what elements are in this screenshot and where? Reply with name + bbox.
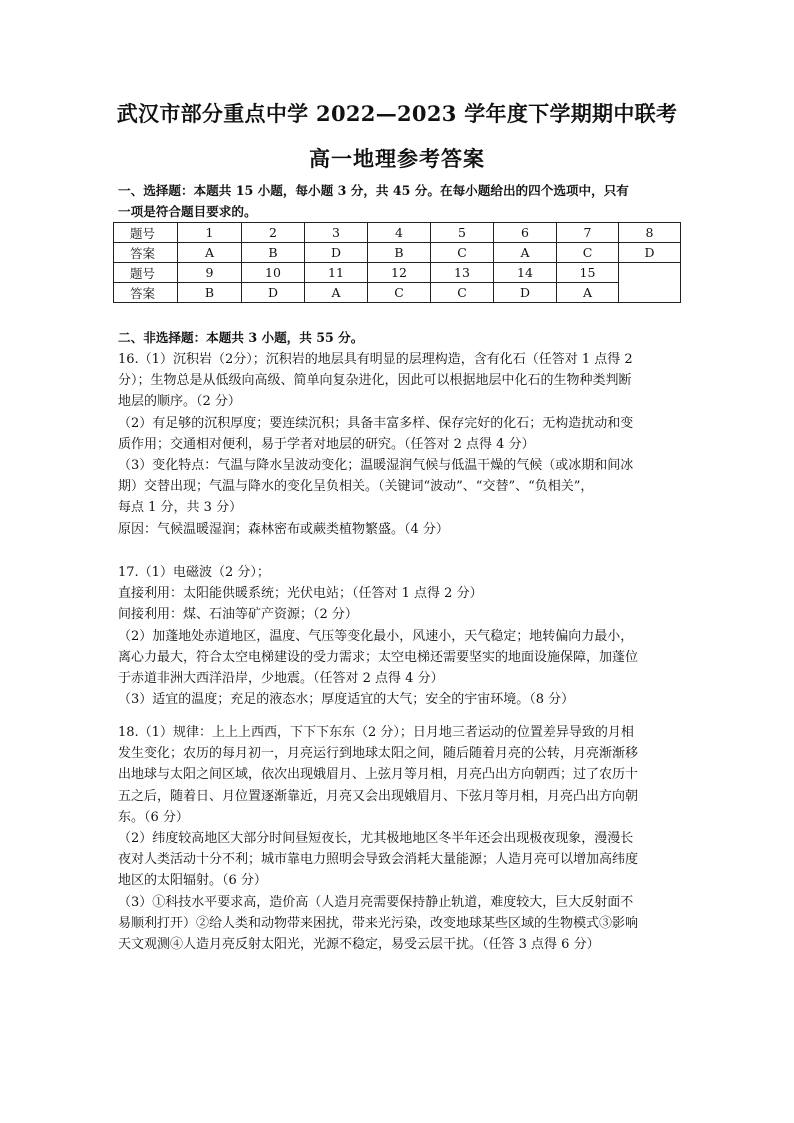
answer-line: 每点 1 分，共 3 分） <box>118 500 243 516</box>
question-number-cell: 1 <box>178 223 242 243</box>
answer-cell: D <box>619 243 681 263</box>
answer-line: 出地球与太阳之间区域，依次出现娥眉月、上弦月等月相，月亮凸出方向朝西；过了农历十 <box>118 767 639 783</box>
answer-cell: A <box>305 283 368 303</box>
answer-cell: D <box>494 283 557 303</box>
question-number-cell: 6 <box>494 223 557 243</box>
question-number-cell: 8 <box>619 223 681 243</box>
answer-line: （3）变化特点：气温与降水呈波动变化；温暖湿润气候与低温干燥的气候（或冰期和间冰 <box>118 458 634 474</box>
answer-cell: B <box>178 283 242 303</box>
answer-line: 原因：气候温暖湿润；森林密布或蕨类植物繁盛。（4 分） <box>118 521 449 537</box>
answer-line: （3）适宜的温度；充足的液态水；厚度适宜的大气；安全的宇宙环境。（8 分） <box>118 692 575 708</box>
answer-cell: C <box>431 243 494 263</box>
question-17-answer <box>118 562 690 710</box>
question-number-cell: 2 <box>242 223 305 243</box>
answer-table <box>113 222 681 303</box>
answer-label-cell: 答案 <box>114 283 178 303</box>
answer-line: 离心力最大，符合太空电梯建设的受力需求；太空电梯还需要坚实的地面设施保障，加蓬位 <box>118 649 639 665</box>
table-row-question-numbers-1 <box>114 223 681 243</box>
answer-cell: C <box>368 283 431 303</box>
question-number-cell: 9 <box>178 263 242 283</box>
table-row-answers-1 <box>114 243 681 263</box>
answer-line: 发生变化；农历的每月初一，月亮运行到地球太阳之间，随后随着月亮的公转，月亮渐渐移 <box>118 746 639 762</box>
question-label-cell: 题号 <box>114 223 178 243</box>
answer-line: 间接利用：煤、石油等矿产资源；（2 分） <box>118 607 358 623</box>
answer-line: 16.（1）沉积岩（2分）；沉积岩的地层具有明显的层理构造，含有化石（任答对 1 点得 2 <box>118 352 633 367</box>
question-number-cell: 3 <box>305 223 368 243</box>
question-number-cell: 4 <box>368 223 431 243</box>
answer-line: 18.（1）规律：上上上西西，下下下东东（2 分）；日月地三者运动的位置差异导致的月相 <box>118 725 634 740</box>
table-row-question-numbers-2 <box>114 263 681 283</box>
answer-cell: B <box>368 243 431 263</box>
question-number-cell: 12 <box>368 263 431 283</box>
question-number-cell: 15 <box>557 263 619 283</box>
question-number-cell: 11 <box>305 263 368 283</box>
answer-line: 质作用；交通相对便利，易于学者对地层的研究。（任答对 2 点得 4 分） <box>118 436 535 452</box>
answer-line: 易顺利打开）②给人类和动物带来困扰，带来光污染，改变地球某些区域的生物模式③影响 <box>118 915 639 931</box>
question-number-cell: 14 <box>494 263 557 283</box>
answer-line: （2）纬度较高地区大部分时间昼短夜长，尤其极地地区冬半年还会出现极夜现象，漫漫长 <box>118 831 634 847</box>
answer-line: 五之后，随着日、月位置逐渐靠近，月亮又会出现娥眉月、下弦月等月相，月亮凸出方向朝 <box>118 788 639 804</box>
question-18-answer <box>118 722 690 955</box>
answer-line: （3）①科技水平要求高，造价高（人造月亮需要保持静止轨道，难度较大，巨大反射面不 <box>118 894 634 910</box>
question-number-cell: 7 <box>557 223 619 243</box>
answer-cell: A <box>178 243 242 263</box>
document-subtitle: 高一地理参考答案 <box>309 146 485 171</box>
answer-label-cell: 答案 <box>114 243 178 263</box>
answer-cell: A <box>494 243 557 263</box>
answer-cell: D <box>242 283 305 303</box>
answer-cell: A <box>557 283 619 303</box>
answer-cell: D <box>305 243 368 263</box>
question-16-answer <box>118 349 690 540</box>
question-number-cell: 10 <box>242 263 305 283</box>
answer-cell: C <box>431 283 494 303</box>
table-row-answers-2 <box>114 283 681 303</box>
answer-line: 期）交替出现；气温与降水的变化呈负相关。（关键词“波动”、“交替”、“负相关”， <box>118 479 594 495</box>
document-title: 武汉市部分重点中学 2022—2023 学年度下学期期中联考 <box>116 101 678 126</box>
answer-line: 于赤道非洲大西洋沿岸，少地震。（任答对 2 点得 4 分） <box>118 671 444 687</box>
answer-line: 天文观测④人造月亮反射太阳光，光源不稳定，易受云层干扰。（任答 3 点得 6 分） <box>118 937 600 953</box>
answer-cell: C <box>557 243 619 263</box>
answer-line: 地层的顺序。（2 分） <box>118 394 241 410</box>
answer-line: 分）；生物总是从低级向高级、简单向复杂进化，因此可以根据地层中化石的生物种类判断 <box>118 373 632 389</box>
section1-heading-line1: 一、选择题：本题共 15 小题，每小题 3 分，共 45 分。在每小题给出的四个选项中，只有 <box>118 183 629 198</box>
answer-line: 地区的太阳辐射。（6 分） <box>118 873 267 889</box>
answer-line: 直接利用：太阳能供暖系统；光伏电站；（任答对 1 点得 2 分） <box>118 586 483 602</box>
section2-heading: 二、非选择题：本题共 3 小题，共 55 分。 <box>118 330 364 345</box>
answer-line: 东。（6 分） <box>118 809 189 825</box>
answer-line: （2）加蓬地处赤道地区，温度、气压等变化最小，风速小，天气稳定；地转偏向力最小， <box>118 628 634 644</box>
answer-line: （2）有足够的沉积厚度；要连续沉积；具备丰富多样、保存完好的化石；无构造扰动和变 <box>118 415 634 431</box>
question-number-cell: 13 <box>431 263 494 283</box>
answer-line: 夜对人类活动十分不利；城市靠电力照明会导致会消耗大量能源；人造月亮可以增加高纬度 <box>118 852 639 868</box>
section1-heading-line2: 一项是符合题目要求的。 <box>118 204 257 219</box>
section1-heading <box>118 180 688 222</box>
answer-cell: B <box>242 243 305 263</box>
answer-line: 17.（1）电磁波（2 分）； <box>118 565 270 580</box>
question-label-cell: 题号 <box>114 263 178 283</box>
empty-merged-cell <box>619 263 681 303</box>
question-number-cell: 5 <box>431 223 494 243</box>
